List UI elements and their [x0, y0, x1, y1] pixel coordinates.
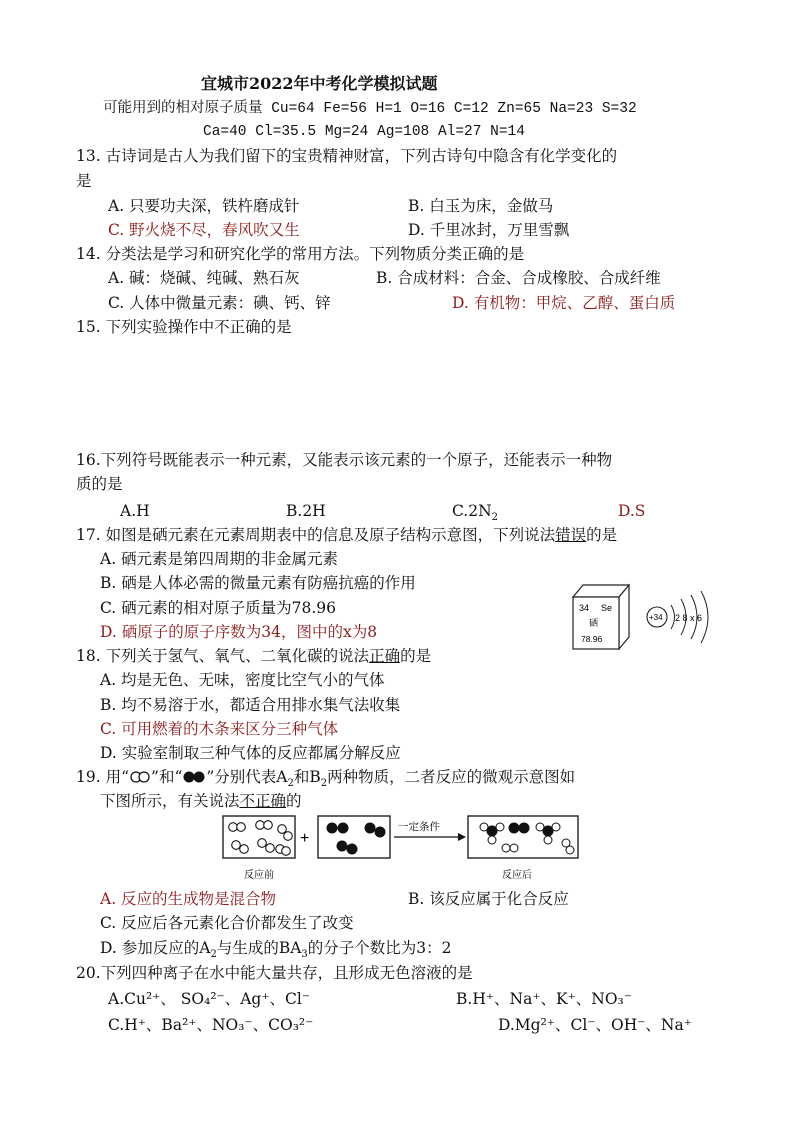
- q16-stem: 16.下列符号既能表示一种元素，又能表示该元素的一个原子，还能表示一种物: [76, 451, 613, 469]
- q20-option-d: D.Mg²⁺、Cl⁻、OH⁻、Na⁺: [498, 1016, 692, 1034]
- q19-option-c: C. 反应后各元素化合价都发生了改变: [100, 914, 354, 932]
- q16-option-b: B.2H: [286, 502, 326, 520]
- q13-option-c: C. 野火烧不尽，春风吹又生: [108, 221, 300, 239]
- plus-sign: +: [300, 830, 310, 847]
- nucleus-charge: +34: [649, 613, 663, 622]
- q14-stem: 14. 分类法是学习和研究化学的常用方法。下列物质分类正确的是: [76, 245, 525, 263]
- q20-stem: 20.下列四种离子在水中能大量共存，且形成无色溶液的是: [76, 964, 473, 982]
- q17-option-c: C. 硒元素的相对原子质量为78.96: [100, 599, 337, 617]
- cell-element-name: 硒: [589, 619, 599, 629]
- after-box: [468, 816, 578, 858]
- q13-option-a: A. 只要功夫深，铁杵磨成针: [108, 197, 300, 215]
- q18-option-d: D. 实验室制取三种气体的反应都属分解反应: [100, 744, 401, 762]
- periodic-cell-icon: [573, 585, 629, 649]
- electron-shells: 2 8 x 6: [675, 613, 703, 623]
- q16-option-a: A.H: [120, 502, 150, 520]
- q13-option-d: D. 千里冰封，万里雪飘: [408, 221, 570, 239]
- q17-option-a: A. 硒元素是第四周期的非金属元素: [100, 550, 339, 568]
- q17-option-b: B. 硒是人体必需的微量元素有防癌抗癌的作用: [100, 574, 416, 592]
- q14-option-b: B. 合成材料：合金、合成橡胶、合成纤维: [376, 269, 661, 287]
- cell-atomic-number: 34: [579, 603, 590, 613]
- page-title: 宜城市2022年中考化学模拟试题: [201, 74, 438, 93]
- after-label: 反应后: [502, 870, 532, 881]
- q19-option-d: D. 参加反应的$A_2$与生成的$BA_3$的分子个数比为3：2: [100, 939, 452, 961]
- q16-stem-cont: 质的是: [76, 475, 123, 493]
- q14-option-d: D. 有机物：甲烷、乙醇、蛋白质: [452, 294, 676, 312]
- before-label: 反应前: [244, 870, 274, 881]
- atomic-mass-line-2: Ca=40 Cl=35.5 Mg=24 Ag=108 Al=27 N=14: [203, 124, 525, 140]
- q13-option-b: B. 白玉为床，金做马: [408, 197, 554, 215]
- q18-stem: 18. 下列关于氢气、氧气、二氧化碳的说法正确的是: [76, 647, 432, 665]
- q19-stem-cont: 下图所示，有关说法不正确的: [100, 792, 302, 810]
- cell-atomic-mass: 78.96: [581, 634, 603, 644]
- q19-stem: 19. 用“ ”和“ ”分别代表$A_2$和$B_2$两种物质，二者反应的微观示意图如: [76, 768, 576, 790]
- q16-option-c: $C.2N_2$: [452, 502, 499, 524]
- q13-stem: 13. 古诗词是古人为我们留下的宝贵精神财富，下列古诗句中隐含有化学变化的: [76, 147, 618, 165]
- q20-option-c: C.H⁺、Ba²⁺、NO₃⁻、CO₃²⁻: [108, 1016, 314, 1034]
- q13-stem-cont: 是: [76, 172, 92, 190]
- selenium-figure: [565, 575, 725, 660]
- q16-option-d: D.S: [618, 502, 646, 520]
- q18-option-a: A. 均是无色、无味，密度比空气小的气体: [100, 671, 385, 689]
- cell-symbol: Se: [601, 603, 613, 613]
- atom-structure-icon: [647, 591, 708, 643]
- q19-option-b: B. 该反应属于化合反应: [408, 890, 569, 908]
- arrow-label: 一定条件: [398, 821, 440, 833]
- q20-option-b: B.H⁺、Na⁺、K⁺、NO₃⁻: [456, 990, 632, 1008]
- q19-option-a: A. 反应的生成物是混合物: [100, 890, 277, 908]
- b2-molecule-icon: [182, 771, 206, 783]
- reaction-diagram: [222, 815, 582, 885]
- q20-option-a: A.Cu²⁺、 SO₄²⁻、Ag⁺、Cl⁻: [108, 990, 311, 1008]
- q18-option-c: C. 可用燃着的木条来区分三种气体: [100, 720, 339, 738]
- a2-molecule-icon: [129, 771, 151, 783]
- q17-option-d: D. 硒原子的原子序数为34，图中的x为8: [100, 623, 378, 641]
- arrow-head-icon: [458, 833, 466, 841]
- q14-option-c: C. 人体中微量元素：碘、钙、锌: [108, 294, 331, 312]
- q14-option-a: A. 碱：烧碱、纯碱、熟石灰: [108, 269, 300, 287]
- atomic-mass-line-1: 可能用到的相对原子质量 Cu=64 Fe=56 H=1 O=16 C=12 Zn=65 Na=23 S=32: [103, 101, 637, 117]
- q15-stem: 15. 下列实验操作中不正确的是: [76, 318, 292, 336]
- q18-option-b: B. 均不易溶于水，都适合用排水集气法收集: [100, 696, 401, 714]
- q17-stem: 17. 如图是硒元素在元素周期表中的信息及原子结构示意图，下列说法错误的是: [76, 526, 618, 544]
